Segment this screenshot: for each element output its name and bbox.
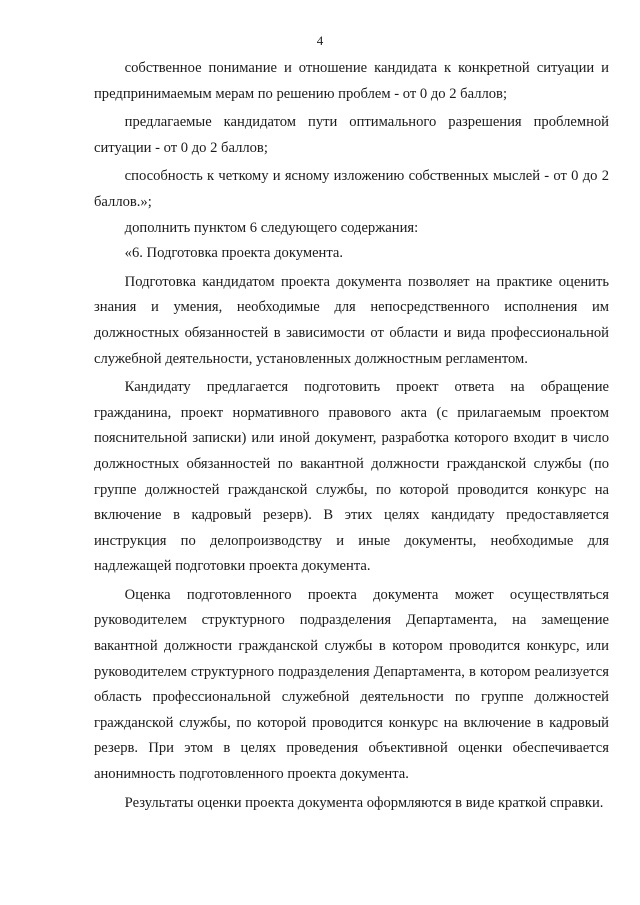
paragraph-understanding: собственное понимание и отношение кандидата к конкретной ситуации и предпринимаемым мерам по решению проблем - от 0 до 2 баллов;: [94, 60, 609, 102]
paragraph-heading-6: «6. Подготовка проекта документа.: [124, 245, 344, 262]
paragraph-evaluation: Оценка подготовленного проекта документа может осуществляться руководителем структурного подразделения Департамента, на замещение вакантной должности гражданской службы в котором проводится конкурс, или руководителем структурного подразделения Департамента, в котором реализуется область профессиональной служебной деятельности по группе должностей гражданской службы, по которой проводится конкурс на включение в кадровый резерв. При этом в целях проведения объективной оценки обеспечивается анонимность подготовленного проекта документа.: [94, 586, 609, 783]
paragraph-clarity: способность к четкому и ясному изложению собственных мыслей - от 0 до 2 баллов.»;: [94, 168, 609, 210]
document-body: [94, 56, 609, 816]
paragraph-amend-point6: дополнить пунктом 6 следующего содержания:: [124, 219, 419, 236]
page-number: 4: [316, 33, 324, 48]
paragraph-results: Результаты оценки проекта документа оформляются в виде краткой справки.: [124, 794, 604, 811]
paragraph-drafting-purpose: Подготовка кандидатом проекта документа позволяет на практике оценить знания и умения, необходимые для непосредственного исполнения им должностных обязанностей в зависимости от области и вида профессиональной служебной деятельности, установленных должностным регламентом.: [94, 273, 609, 367]
paragraph-resolution-ways: предлагаемые кандидатом пути оптимального разрешения проблемной ситуации - от 0 до 2 баллов;: [94, 114, 609, 156]
paragraph-candidate-task: Кандидату предлагается подготовить проект ответа на обращение гражданина, проект нормативного правового акта (с прилагаемым проектом пояснительной записки) или иной документ, разработка которого входит в число должностных обязанностей по вакантной должности гражданской службы (по группе должностей гражданской службы, по которой проводится конкурс на включение в кадровый резерв). В этих целях кандидату предоставляется инструкция по делопроизводству и иные документы, необходимые для надлежащей подготовки проекта документа.: [94, 379, 609, 575]
